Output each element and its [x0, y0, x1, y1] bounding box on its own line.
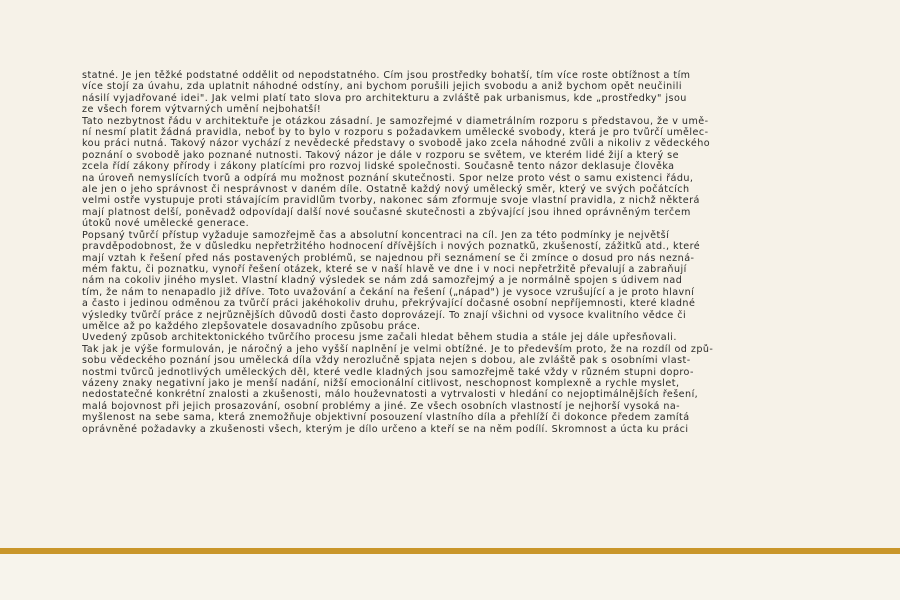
body-text [82, 70, 754, 435]
text-line: Tak jak je výše formulován, je náročný a jeho vyšší naplnění je velmi obtížné. Je to především proto, že na rozdíl od způ- [82, 343, 714, 355]
text-line: ale jen o jeho správnost či nesprávnost v daném díle. Ostatně každý nový umělecký směr, který ve svých počátcích [82, 184, 690, 196]
paragraph [82, 230, 754, 333]
text-line: poznání o svobodě jako poznané nutnosti. Takový názor je dále v rozporu se světem, ve kterém lidé žijí a který se [82, 149, 679, 161]
text-line: mají vztah k řešení před nás postavených problémů, se najednou při seznámení se či zmínce o dosud pro nás nezná- [82, 252, 695, 264]
text-line: nostmi tvůrců jednotlivých uměleckých děl, které vedle kladných jsou samozřejmě také vždy v různém stupni dopro- [82, 366, 694, 378]
text-line: více stojí za úvahu, zda uplatnit náhodné odstíny, ani bychom porušili jejich svobodu a aniž bychom opět neučinili [82, 81, 682, 93]
text-line: velmi ostře vystupuje proti stávajícím pravidlům tvorby, nakonec sám zformuje svoje vlastní pravidla, z nichž některá [82, 195, 700, 207]
text-line: Uvedený způsob architektonického tvůrčího procesu jsme začali hledat během studia a stále jej dále upřesňovali. [82, 332, 677, 344]
text-line: tím, že nám to nenapadlo již dříve. Toto uvažování a čekání na řešení („nápad") je vysoce vzrušující a je proto hlavní [82, 286, 695, 298]
text-line: mají platnost delší, poněvadž odpovídají další nové současné skutečnosti a zbývající jsou ihned oprávněným terčem [82, 206, 691, 218]
text-line: mém faktu, či poznatku, vynoří řešení otázek, které se v naší hlavě ve dne i v noci nepřetržitě převalují a zabraňují [82, 263, 687, 275]
text-line: oprávněné požadavky a zkušenosti všech, kterým je dílo určeno a kteří se na něm podílí. Skromnost a úcta ku práci [82, 423, 689, 435]
text-line: umělce až po každého zlepšovatele dosavadního způsobu práce. [82, 320, 421, 332]
text-line: a často i jedinou odměnou za tvůrčí práci jakéhokoliv druhu, překrývající dočasné osobní nepříjemnosti, které kladné [82, 298, 696, 310]
text-line: nedostatečné konkrétní znalosti a zkušenosti, málo houževnatosti a vytrvalosti v hledání co nejoptimálnějších řešení, [82, 389, 699, 401]
text-line: útoků nové umělecké generace. [82, 218, 250, 230]
text-line: nám na cokoliv jiného myslet. Vlastní kladný výsledek se nám zdá samozřejmý a je normálně spojen s údivem nad [82, 275, 683, 287]
text-line: násilí vyjadřované idei". Jak velmi platí tato slova pro architekturu a zvláště pak urbanismus, kde „prostředky" jsou [82, 92, 687, 104]
text-line: malá bojovnost při jejich prosazování, osobní problémy a jiné. Ze všech osobních vlastností je nejhorší vysoká na- [82, 400, 681, 412]
bottom-margin [0, 554, 900, 600]
paragraph [82, 332, 754, 435]
text-line: ní nesmí platit žádná pravidla, neboť by to bylo v rozporu s požadavkem umělecké svobody, která je pro tvůrčí umělec- [82, 127, 709, 139]
text-line: Popsaný tvůrčí přístup vyžaduje samozřejmě čas a absolutní koncentraci na cíl. Jen za této podmínky je největší [82, 229, 670, 241]
text-line: ze všech forem výtvarných umění nejbohatší! [82, 104, 322, 116]
paragraph [82, 116, 754, 230]
text-line: vázeny znaky negativní jako je menší nadání, nižší emocionální citlivost, neschopnost komplexně a rychle myslet, [82, 377, 680, 389]
text-line: sobu vědeckého poznání jsou umělecká díla vždy nerozlučně spjata nejen s dobou, ale zvláště pak s osobními vlast- [82, 355, 691, 367]
text-line: kou práci nutná. Takový názor vychází z nevědecké představy o svobodě jako zcela náhodné zvůli a nikoliv z vědeckého [82, 138, 711, 150]
text-line: zcela řídí zákony přírody i zákony platícími pro rozvoj lidské společnosti. Současně tento názor deklasuje člověka [82, 161, 675, 173]
text-line: myšlenost na sebe sama, která znemožňuje objektivní posouzení vlastního díla a přehlíží či dokonce předem zamítá [82, 412, 690, 424]
text-line: statné. Je jen těžké podstatné oddělit od nepodstatného. Čím jsou prostředky bohatší, tím více roste obtížnost a tím [82, 70, 691, 81]
text-line: pravděpodobnost, že v důsledku nepřetržitého hodnocení dřívějších i nových poznatků, zkušeností, zážitků atd., které [82, 241, 701, 253]
text-line: na úroveň nemyslících tvorů a odpírá mu možnost poznání skutečnosti. Spor nelze proto vést o samu existenci řádu, [82, 172, 694, 184]
text-line: Tato nezbytnost řádu v architektuře je otázkou zásadní. Je samozřejmé v diametrálním rozporu s představou, že v umě- [82, 115, 709, 127]
paragraph [82, 70, 754, 116]
text-line: výsledky tvůrčí práce z nejrůznějších důvodů dosti často doprovázejí. To znají všichni od vysoce kvalitního vědce či [82, 309, 687, 321]
